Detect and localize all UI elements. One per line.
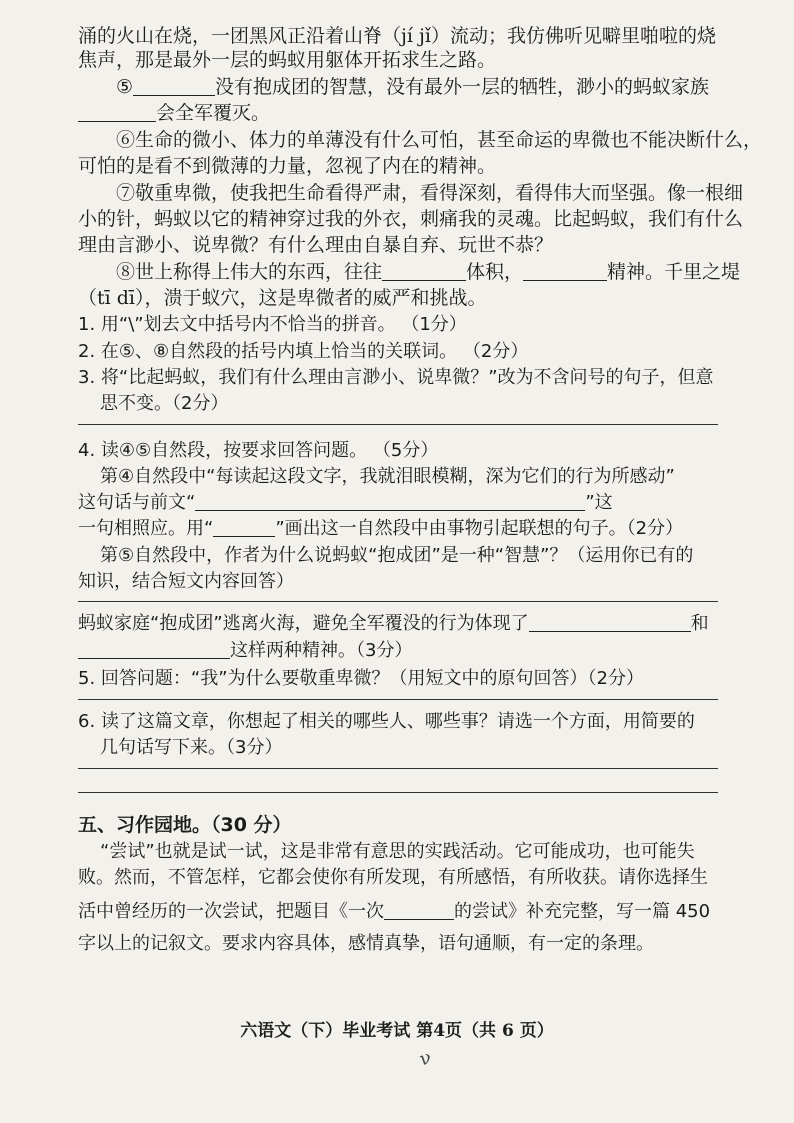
question-4: 4. 读④⑤自然段，按要求回答问题。 （5分）	[78, 439, 439, 461]
paragraph-8-text-c: 精神。千里之堤	[607, 261, 741, 284]
question-4-text-d: 第⑤自然段中，作者为什么说蚂蚁“抱成团”是一种“智慧”？（运用你已有的	[100, 544, 694, 566]
q4-underline-sample	[213, 518, 275, 537]
p5-blank-2[interactable]	[78, 103, 156, 122]
question-6-line-1: 6. 读了这篇文章，你想起了相关的哪些人、哪些事？请选一个方面，用简要的	[78, 711, 695, 733]
paragraph-7-line-1: ⑦敬重卑微，使我把生命看得严肃，看得深刻，看得伟大而坚强。像一根细	[116, 182, 744, 205]
section-5-line-4: 字以上的记叙文。要求内容具体，感情真挚，语句通顺，有一定的条理。	[78, 933, 654, 954]
paragraph-8-line-1	[116, 260, 740, 284]
question-6-line-2: 几句话写下来。（3分）	[100, 736, 283, 758]
section-5-text-3b: 的尝试》补充完整，写一篇 450	[454, 901, 711, 922]
paragraph-7-line-2: 小的针，蚂蚁以它的精神穿过我的外衣，刺痛我的灵魂。比起蚂蚁，我们有什么	[78, 208, 744, 231]
paragraph-5-text: 没有抱成团的智慧，没有最外一层的牺牲，渺小的蚂蚁家族	[215, 76, 710, 99]
question-5: 5. 回答问题：“我”为什么要敬重卑微？（用短文中的原句回答）（2分）	[78, 667, 644, 689]
section-5-text-3a: 活中曾经历的一次尝试，把题目《一次	[78, 901, 384, 922]
section-5-title: 五、习作园地。（30 分）	[78, 813, 292, 836]
q4-text-c2: ”画出这一自然段中由事物引起联想的句子。（2分）	[275, 518, 684, 540]
p5-blank-1[interactable]	[133, 77, 215, 96]
paragraph-5-line-2	[78, 101, 270, 125]
answer-line-q5[interactable]	[78, 699, 718, 700]
paragraph-7-line-3: 理由言渺小、说卑微？有什么理由自暴自弃、玩世不恭？	[78, 233, 554, 256]
q4-text-b1: 这句话与前文“	[78, 491, 196, 513]
section-5-line-3	[78, 900, 710, 924]
paragraph-5-text-2: 会全军覆灭。	[156, 102, 271, 125]
q4-text-f1: 蚂蚁家庭“抱成团”逃离火海，避免全军覆没的行为体现了	[78, 613, 529, 635]
paragraph-6-line-1: ⑥生命的微小、体力的单薄没有什么可怕，甚至命运的卑微也不能决断什么，	[116, 129, 763, 152]
paragraph-6-line-2: 可怕的是看不到微薄的力量，忽视了内在的精神。	[78, 155, 497, 178]
question-4-line-f	[78, 612, 709, 636]
p8-blank-1[interactable]	[382, 262, 466, 281]
handwritten-check-mark: ν	[416, 1046, 435, 1071]
passage-line-2: 焦声，那是最外一层的蚂蚁用躯体开拓求生之路。	[78, 49, 497, 72]
question-1: 1. 用“\”划去文中括号内不恰当的拼音。 （1分）	[78, 314, 467, 336]
question-4-line-b	[78, 491, 613, 515]
q4-text-c1: 一句相照应。用“	[78, 518, 214, 540]
passage-line-1: 涌的火山在烧，一团黑风正沿着山脊（jí jǐ）流动；我仿佛听见噼里啪啦的烧	[78, 25, 716, 47]
q4-spirit-blank-2[interactable]	[78, 640, 230, 659]
section-5-line-1: “尝试”也就是试一试，这是非常有意思的实践活动。它可能成功，也可能失	[100, 841, 695, 863]
title-blank[interactable]	[384, 901, 454, 920]
q4-spirit-blank-1[interactable]	[529, 613, 691, 632]
p8-blank-2[interactable]	[523, 262, 607, 281]
question-4-line-c	[78, 517, 683, 541]
question-4-text-a: 第④自然段中“每读起这段文字，我就泪眼模糊，深为它们的行为所感动”	[100, 466, 675, 488]
question-4-text-e: 知识，结合短文内容回答）	[78, 570, 294, 592]
paragraph-8-text-a: ⑧世上称得上伟大的东西，往往	[116, 261, 383, 284]
question-4-line-g	[78, 639, 412, 663]
question-2: 2. 在⑤、⑧自然段的括号内填上恰当的关联词。 （2分）	[78, 340, 529, 362]
page-footer: 六语文（下）毕业考试 第4页（共 6 页）	[240, 1021, 554, 1041]
question-3-line-1: 3. 将“比起蚂蚁，我们有什么理由言渺小、说卑微？”改为不含问号的句子，但意	[78, 367, 714, 389]
paragraph-5-number: ⑤	[116, 76, 134, 99]
answer-line-q4a[interactable]	[78, 601, 718, 602]
section-5-line-2: 败。然而，不管怎样，它都会使你有所发现，有所感悟，有所收获。请你选择生	[78, 867, 708, 888]
paragraph-5-line-1	[116, 75, 709, 99]
q4-quote-blank[interactable]	[195, 492, 585, 511]
question-3-line-2: 思不变。（2分）	[100, 392, 229, 414]
q4-text-f2: 和	[690, 613, 709, 635]
answer-line-q6a[interactable]	[78, 768, 718, 769]
paragraph-8-text-b: 体积，	[466, 261, 524, 284]
q4-text-g: 这样两种精神。（3分）	[230, 639, 413, 661]
answer-line-q6b[interactable]	[78, 792, 718, 793]
q4-text-b2: ”这	[585, 491, 613, 513]
answer-line-q3[interactable]	[78, 424, 718, 425]
paragraph-8-line-2: （tī dī），溃于蚁穴，这是卑微者的威严和挑战。	[78, 286, 487, 309]
